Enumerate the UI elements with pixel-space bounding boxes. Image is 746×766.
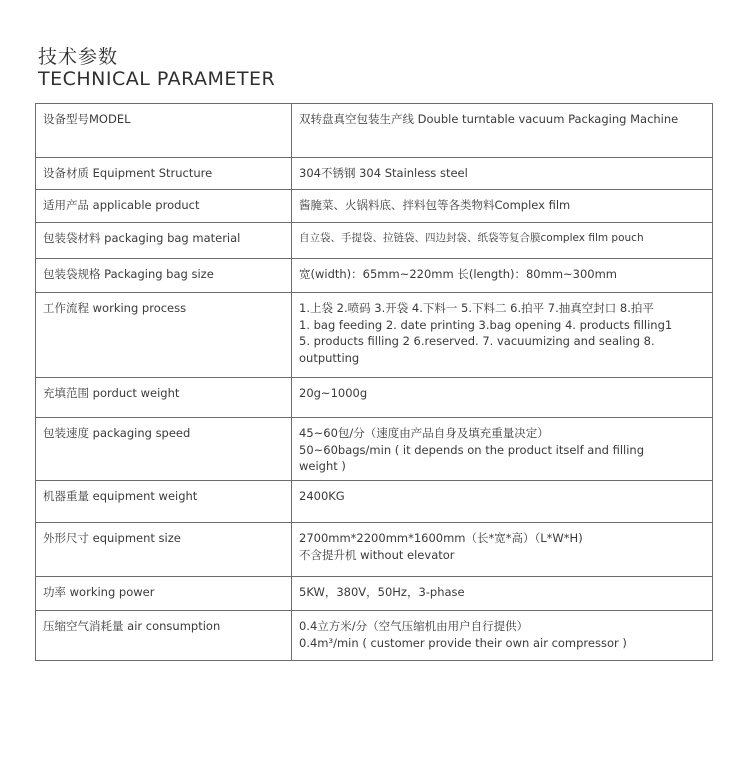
value-line: 双转盘真空包装生产线 Double turntable vacuum Packaging Machine (299, 112, 679, 126)
title-english: TECHNICAL PARAMETER (38, 68, 276, 90)
value-line: 20g~1000g (299, 386, 368, 400)
row-label: 设备材质 Equipment Structure (36, 158, 292, 190)
table-row (36, 481, 713, 523)
table-row (36, 378, 713, 418)
value-line: 0.4m³/min ( customer provide their own air compressor ) (299, 635, 627, 650)
table-row (36, 259, 713, 293)
table-row (36, 293, 713, 378)
row-label: 适用产品 applicable product (36, 190, 292, 223)
row-value (292, 293, 713, 378)
value-line: weight ) (299, 459, 346, 473)
row-value (292, 259, 713, 293)
table-row (36, 104, 713, 158)
row-value (292, 577, 713, 611)
row-label: 工作流程 working process (36, 293, 292, 378)
row-label: 压缩空气消耗量 air consumption (36, 611, 292, 661)
parameter-table (35, 103, 713, 661)
row-label: 设备型号MODEL (36, 104, 292, 158)
row-value (292, 223, 713, 259)
table-row (36, 577, 713, 611)
row-label: 机器重量 equipment weight (36, 481, 292, 523)
row-value (292, 190, 713, 223)
table-row (36, 158, 713, 190)
row-label: 充填范围 porduct weight (36, 378, 292, 418)
row-value (292, 418, 713, 481)
row-label: 包装袋材料 packaging bag material (36, 223, 292, 259)
row-value (292, 481, 713, 523)
row-value (292, 611, 713, 661)
value-line: 50~60bags/min ( it depends on the product itself and filling (299, 442, 645, 457)
row-label: 包装袋规格 Packaging bag size (36, 259, 292, 293)
table-row (36, 190, 713, 223)
value-line: 自立袋、手提袋、拉链袋、四边封袋、纸袋等复合膜complex film pouch (299, 232, 644, 244)
value-line: 酱腌菜、火锅料底、拌料包等各类物料Complex film (299, 198, 571, 212)
value-line: 宽(width)：65mm~220mm 长(length)：80mm~300mm (299, 267, 618, 281)
row-label: 包装速度 packaging speed (36, 418, 292, 481)
value-line: 1.上袋 2.喷码 3.开袋 4.下料一 5.下料二 6.拍平 7.抽真空封口 8.拍平 (299, 301, 654, 315)
value-line: 5. products filling 2 6.reserved. 7. vacuumizing and sealing 8. (299, 334, 655, 348)
value-line: 2700mm*2200mm*1600mm（长*宽*高）（L*W*H) (299, 531, 583, 545)
row-value (292, 378, 713, 418)
parameter-table-body (36, 104, 713, 661)
table-row (36, 611, 713, 661)
value-line: 5KW，380V，50Hz，3-phase (299, 585, 465, 599)
value-line: 0.4立方米/分（空气压缩机由用户自行提供） (299, 619, 529, 633)
table-row (36, 523, 713, 577)
value-line: outputting (299, 350, 360, 365)
value-line: 2400KG (299, 489, 345, 503)
title-chinese: 技术参数 (38, 46, 119, 68)
value-line: 1. bag feeding 2. date printing 3.bag opening 4. products filling1 (299, 317, 673, 332)
value-line: 不含提升机 without elevator (299, 547, 455, 562)
row-value (292, 523, 713, 577)
table-row (36, 223, 713, 259)
row-value (292, 104, 713, 158)
value-line: 304不锈钢 304 Stainless steel (299, 166, 468, 180)
row-label: 功率 working power (36, 577, 292, 611)
value-line: 45~60包/分（速度由产品自身及填充重量决定） (299, 426, 549, 440)
row-value (292, 158, 713, 190)
row-label: 外形尺寸 equipment size (36, 523, 292, 577)
table-row (36, 418, 713, 481)
